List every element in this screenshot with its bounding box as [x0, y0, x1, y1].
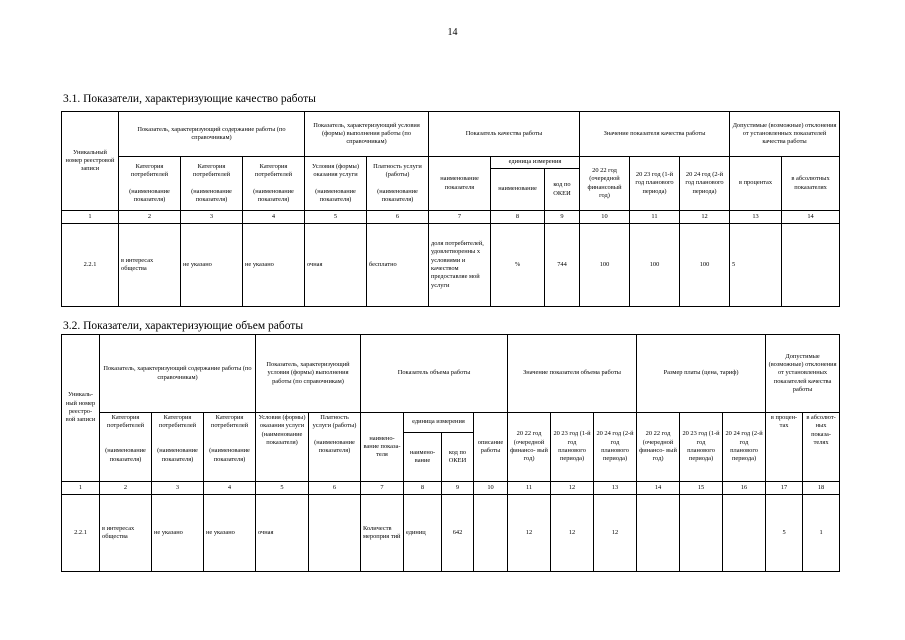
col-number: 8 [404, 482, 442, 495]
cell-price-year3 [723, 495, 766, 572]
cell-year3: 12 [594, 495, 637, 572]
col-category1 [119, 157, 181, 211]
col-number: 3 [181, 211, 243, 224]
col-price-group: Размер платы (цена, тариф) [637, 335, 766, 413]
cell-year1: 100 [580, 224, 630, 307]
col-year3: 20 24 год (2-й год планового периода) [680, 157, 730, 211]
col-deviation-group: Допустимые (возможные) отклонения от установленных показателей качества работы [766, 335, 840, 413]
col-number: 11 [508, 482, 551, 495]
col-year2: 20 23 год (1-й год планового периода) [551, 413, 594, 482]
col-number: 12 [680, 211, 730, 224]
cell-condition: очная [305, 224, 367, 307]
payment-label: Платность услуги (работы) [373, 162, 422, 178]
category3-sublabel: (наименование показателя) [209, 447, 250, 463]
col-condition [305, 157, 367, 211]
col-number: 6 [367, 211, 429, 224]
condition-label: Условия (формы) оказания услуги [258, 414, 306, 430]
col-number: 10 [580, 211, 630, 224]
cell-unit-name: единиц [404, 495, 442, 572]
col-number: 1 [62, 211, 119, 224]
col-content-group: Показатель, характеризующий содержание работы (по справочникам) [100, 335, 256, 413]
col-value-group: Значение показателя объема работы [508, 335, 637, 413]
col-unit: единица измерения [404, 413, 474, 433]
category2-label: Категория потребителей [192, 162, 231, 178]
col-unit: единица измерения [491, 157, 580, 169]
cell-year2: 100 [630, 224, 680, 307]
col-percent: в процентах [730, 157, 782, 211]
col-volume-group: Показатель объема работы [361, 335, 508, 413]
category3-sublabel: (наименование показателя) [253, 187, 294, 203]
col-number: 9 [442, 482, 474, 495]
cell-year2: 12 [551, 495, 594, 572]
category1-label: Категория потребителей [106, 414, 145, 430]
col-unique-number: Уникаль- ный номер реестро- вой записи [62, 335, 100, 482]
cell-absolute [782, 224, 840, 307]
col-payment [309, 413, 361, 482]
col-category3 [204, 413, 256, 482]
cell-category1: в интересах общества [119, 224, 181, 307]
col-number: 10 [474, 482, 508, 495]
cell-percent: 5 [766, 495, 803, 572]
col-description: описание работы [474, 413, 508, 482]
col-number: 4 [243, 211, 305, 224]
col-number: 14 [637, 482, 680, 495]
col-category3 [243, 157, 305, 211]
col-unique-number: Уникальный номер реестровой записи [62, 112, 119, 211]
col-category2 [181, 157, 243, 211]
cell-payment [309, 495, 361, 572]
col-number: 1 [62, 482, 100, 495]
col-year3: 20 24 год (2-й год планового периода) [594, 413, 637, 482]
cell-unique-number: 2.2.1 [62, 495, 100, 572]
condition-sublabel: (наименование показателя) [315, 187, 356, 203]
payment-sublabel: (наименование показателя) [314, 438, 355, 455]
cell-description [474, 495, 508, 572]
quality-indicators-table [61, 111, 840, 307]
col-okei: код по ОКЕИ [442, 433, 474, 482]
condition-label: Условия (формы) оказания услуги [312, 162, 359, 178]
category2-sublabel: (наименование показателя) [157, 447, 198, 463]
condition-sublabel: (наименование показателя) [261, 430, 303, 446]
col-price-year2: 20 23 год (1-й год планового периода) [680, 413, 723, 482]
col-absolute: в абсолютных показателях [782, 157, 840, 211]
col-year1: 20 22 год (очередной финансо- вый год) [508, 413, 551, 482]
volume-indicators-table [61, 334, 840, 572]
category2-sublabel: (наименование показателя) [191, 187, 232, 203]
col-number: 3 [152, 482, 204, 495]
col-indicator-name: наименование показателя [429, 157, 491, 211]
col-number: 13 [594, 482, 637, 495]
table-row [62, 495, 840, 572]
col-number: 5 [305, 211, 367, 224]
cell-indicator-name: Количеств мероприя тий [361, 495, 404, 572]
payment-sublabel: (наименование показателя) [377, 187, 418, 203]
cell-price-year1 [637, 495, 680, 572]
col-indicator-name: наимено- вание показа- теля [361, 413, 404, 482]
category3-label: Категория потребителей [254, 162, 293, 178]
cell-indicator-name: доля потребителей, удовлетворенны х условиями и качеством предоставляе мой услуги [429, 224, 491, 307]
table-row [62, 224, 840, 307]
col-year1: 20 22 год (очередной финансовый год) [580, 157, 630, 211]
col-price-year3: 20 24 год (2-й год планового периода) [723, 413, 766, 482]
col-category1 [100, 413, 152, 482]
col-number: 14 [782, 211, 840, 224]
col-absolute: в абсолют- ных показа- телях [803, 413, 840, 482]
col-year2: 20 23 год (1-й год планового периода) [630, 157, 680, 211]
col-unit-name: наименование [491, 169, 545, 211]
col-number: 18 [803, 482, 840, 495]
category1-sublabel: (наименование показателя) [129, 187, 170, 203]
cell-unique-number: 2.2.1 [62, 224, 119, 307]
cell-okei: 744 [545, 224, 580, 307]
col-number: 7 [429, 211, 491, 224]
col-category2 [152, 413, 204, 482]
col-payment [367, 157, 429, 211]
page-number: 14 [447, 27, 458, 38]
col-number: 11 [630, 211, 680, 224]
col-number: 2 [100, 482, 152, 495]
col-percent: в процен- тах [766, 413, 803, 482]
cell-price-year2 [680, 495, 723, 572]
cell-unit-name: % [491, 224, 545, 307]
col-conditions-group: Показатель, характеризующий условия (формы) выполнения работы (по справочникам) [305, 112, 429, 157]
category1-sublabel: (наименование показателя) [105, 447, 146, 463]
col-number: 9 [545, 211, 580, 224]
cell-percent: 5 [730, 224, 782, 307]
cell-category3: не указано [243, 224, 305, 307]
col-condition [256, 413, 309, 482]
col-value-group: Значение показателя качества работы [580, 112, 730, 157]
col-number: 8 [491, 211, 545, 224]
col-conditions-group: Показатель, характеризующий условия (формы) выполнения работы (по справочникам) [256, 335, 361, 413]
section1-title: 3.1. Показатели, характеризующие качество работы [63, 93, 316, 105]
col-number: 2 [119, 211, 181, 224]
col-number: 7 [361, 482, 404, 495]
col-content-group: Показатель, характеризующий содержание работы (по справочникам) [119, 112, 305, 157]
cell-category2: не указано [152, 495, 204, 572]
col-number: 12 [551, 482, 594, 495]
cell-category2: не указано [181, 224, 243, 307]
col-number: 13 [730, 211, 782, 224]
cell-okei: 642 [442, 495, 474, 572]
category3-label: Категория потребителей [210, 414, 249, 430]
category1-label: Категория потребителей [130, 162, 169, 178]
col-quality-group: Показатель качества работы [429, 112, 580, 157]
cell-category1: в интересах общества [100, 495, 152, 572]
col-number: 15 [680, 482, 723, 495]
cell-condition: очная [256, 495, 309, 572]
col-number: 5 [256, 482, 309, 495]
col-number: 6 [309, 482, 361, 495]
payment-label: Платность услуги (работы) [312, 414, 357, 430]
cell-payment: бесплатно [367, 224, 429, 307]
col-number: 4 [204, 482, 256, 495]
section2-title: 3.2. Показатели, характеризующие объем работы [63, 320, 304, 332]
col-price-year1: 20 22 год (очередной финансо- вый год) [637, 413, 680, 482]
cell-year3: 100 [680, 224, 730, 307]
cell-year1: 12 [508, 495, 551, 572]
col-unit-name: наимено- вание [404, 433, 442, 482]
col-deviation-group: Допустимые (возможные) отклонения от установленных показателей качества работы [730, 112, 840, 157]
col-number: 17 [766, 482, 803, 495]
cell-category3: не указано [204, 495, 256, 572]
category2-label: Категория потребителей [158, 414, 197, 430]
cell-absolute: 1 [803, 495, 840, 572]
col-number: 16 [723, 482, 766, 495]
col-okei: код по ОКЕИ [545, 169, 580, 211]
